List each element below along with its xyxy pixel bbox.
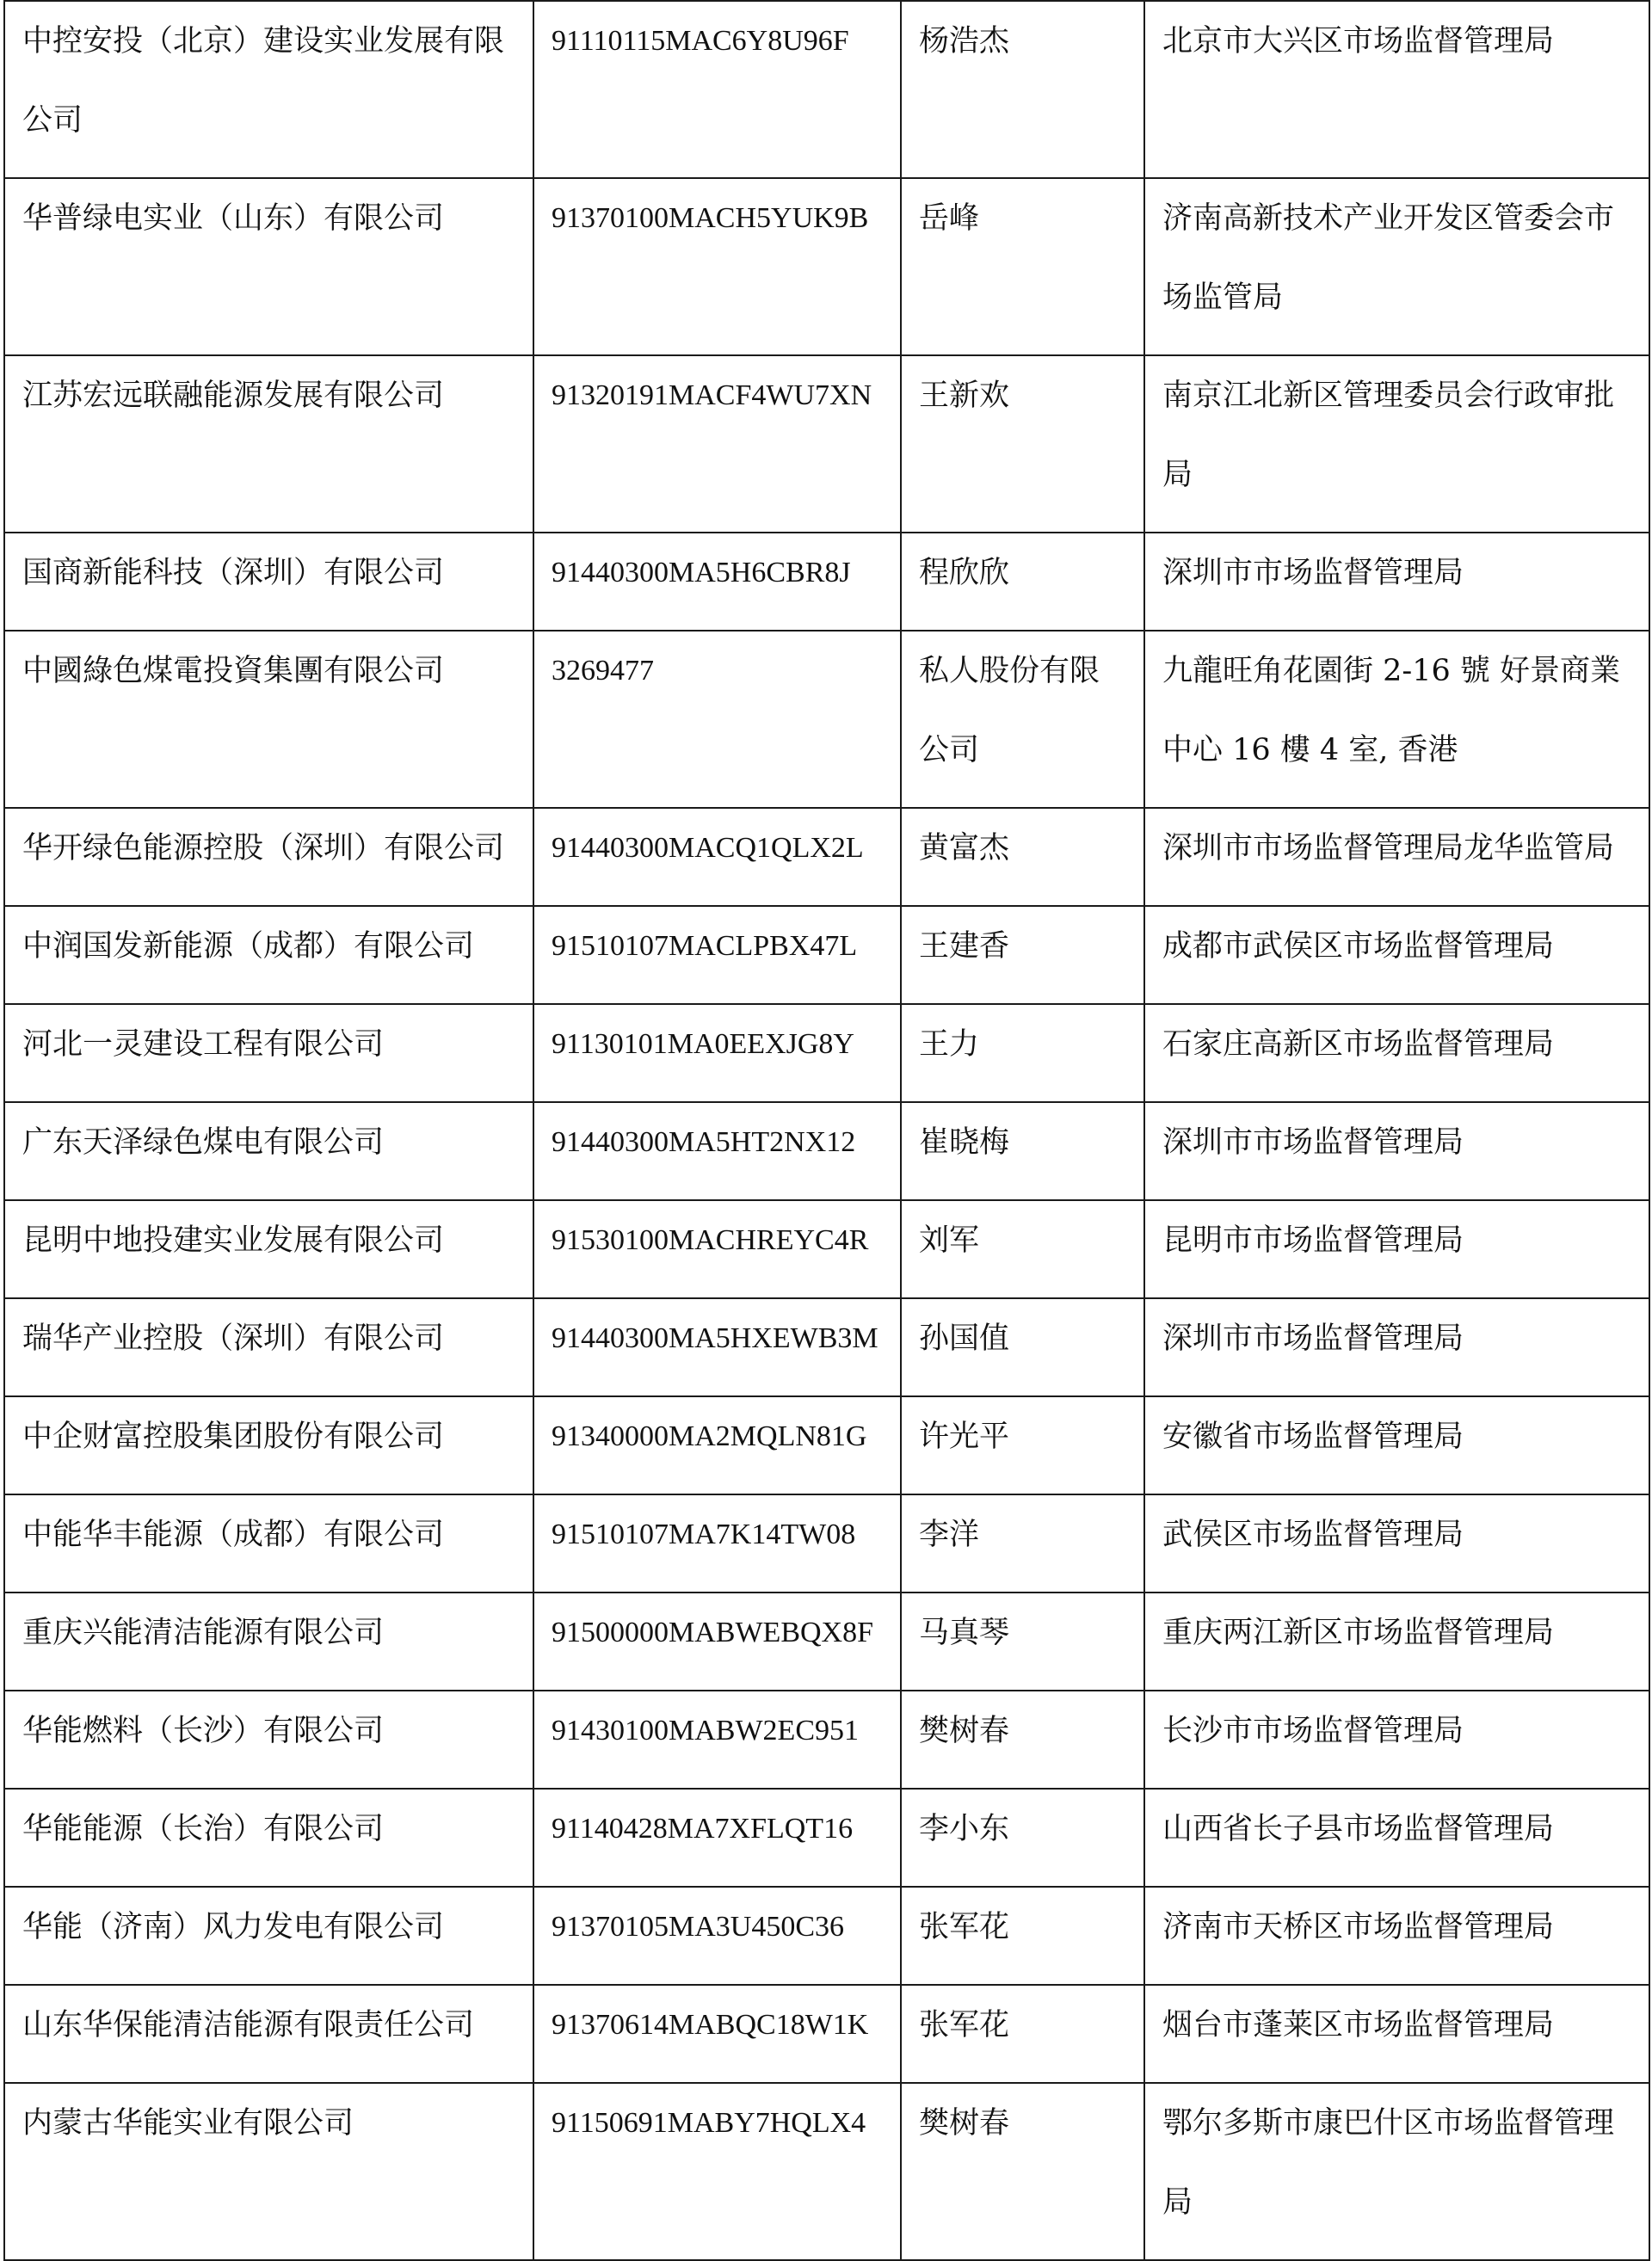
legal-representative-cell: 樊树春 <box>901 2083 1144 2260</box>
table-row <box>4 533 1649 631</box>
table-row <box>4 1593 1649 1691</box>
credit-code-cell: 91340000MA2MQLN81G <box>533 1396 901 1494</box>
legal-representative-cell: 李小东 <box>901 1789 1144 1887</box>
credit-code-cell: 91370100MACH5YUK9B <box>533 178 901 355</box>
credit-code-cell: 91440300MA5H6CBR8J <box>533 533 901 631</box>
registration-authority-cell: 济南高新技术产业开发区管委会市场监管局 <box>1144 178 1649 355</box>
registration-authority-cell: 九龍旺角花園街 2-16 號 好景商業中心 16 樓 4 室, 香港 <box>1144 631 1649 808</box>
legal-representative-cell: 张军花 <box>901 1887 1144 1985</box>
credit-code-cell: 91370105MA3U450C36 <box>533 1887 901 1985</box>
table-row <box>4 1789 1649 1887</box>
legal-representative-cell: 程欣欣 <box>901 533 1144 631</box>
registration-authority-cell: 烟台市蓬莱区市场监督管理局 <box>1144 1985 1649 2083</box>
table-row <box>4 1985 1649 2083</box>
registration-authority-cell: 成都市武侯区市场监督管理局 <box>1144 906 1649 1004</box>
legal-representative-cell: 王建香 <box>901 906 1144 1004</box>
registration-authority-cell: 济南市天桥区市场监督管理局 <box>1144 1887 1649 1985</box>
table-row <box>4 906 1649 1004</box>
company-name-cell: 广东天泽绿色煤电有限公司 <box>4 1102 533 1200</box>
credit-code-cell: 91440300MA5HXEWB3M <box>533 1298 901 1396</box>
table-row <box>4 1004 1649 1102</box>
company-name-cell: 中企财富控股集团股份有限公司 <box>4 1396 533 1494</box>
legal-representative-cell: 崔晓梅 <box>901 1102 1144 1200</box>
credit-code-cell: 91130101MA0EEXJG8Y <box>533 1004 901 1102</box>
company-name-cell: 河北一灵建设工程有限公司 <box>4 1004 533 1102</box>
table-row <box>4 1298 1649 1396</box>
registration-authority-cell: 鄂尔多斯市康巴什区市场监督管理局 <box>1144 2083 1649 2260</box>
company-registry-table <box>3 0 1650 2261</box>
legal-representative-cell: 樊树春 <box>901 1691 1144 1789</box>
registration-authority-cell: 北京市大兴区市场监督管理局 <box>1144 1 1649 178</box>
company-name-cell: 江苏宏远联融能源发展有限公司 <box>4 355 533 533</box>
company-name-cell: 华能（济南）风力发电有限公司 <box>4 1887 533 1985</box>
table-row <box>4 1200 1649 1298</box>
registration-authority-cell: 深圳市市场监督管理局龙华监管局 <box>1144 808 1649 906</box>
table-row <box>4 1102 1649 1200</box>
table-row <box>4 2083 1649 2260</box>
registration-authority-cell: 武侯区市场监督管理局 <box>1144 1494 1649 1593</box>
table-row <box>4 631 1649 808</box>
registration-authority-cell: 深圳市市场监督管理局 <box>1144 1102 1649 1200</box>
table-row <box>4 1887 1649 1985</box>
registration-authority-cell: 长沙市市场监督管理局 <box>1144 1691 1649 1789</box>
company-name-cell: 中能华丰能源（成都）有限公司 <box>4 1494 533 1593</box>
company-name-cell: 华能能源（长治）有限公司 <box>4 1789 533 1887</box>
registration-authority-cell: 深圳市市场监督管理局 <box>1144 533 1649 631</box>
legal-representative-cell: 黄富杰 <box>901 808 1144 906</box>
registration-authority-cell: 深圳市市场监督管理局 <box>1144 1298 1649 1396</box>
table-row <box>4 355 1649 533</box>
credit-code-cell: 91440300MA5HT2NX12 <box>533 1102 901 1200</box>
company-name-cell: 山东华保能清洁能源有限责任公司 <box>4 1985 533 2083</box>
legal-representative-cell: 刘军 <box>901 1200 1144 1298</box>
registration-authority-cell: 山西省长子县市场监督管理局 <box>1144 1789 1649 1887</box>
credit-code-cell: 91530100MACHREYC4R <box>533 1200 901 1298</box>
credit-code-cell: 91320191MACF4WU7XN <box>533 355 901 533</box>
registration-authority-cell: 石家庄高新区市场监督管理局 <box>1144 1004 1649 1102</box>
table-row <box>4 808 1649 906</box>
legal-representative-cell: 李洋 <box>901 1494 1144 1593</box>
credit-code-cell: 91140428MA7XFLQT16 <box>533 1789 901 1887</box>
legal-representative-cell: 马真琴 <box>901 1593 1144 1691</box>
company-name-cell: 国商新能科技（深圳）有限公司 <box>4 533 533 631</box>
table-row <box>4 1494 1649 1593</box>
legal-representative-cell: 张军花 <box>901 1985 1144 2083</box>
registration-authority-cell: 安徽省市场监督管理局 <box>1144 1396 1649 1494</box>
company-name-cell: 中國綠色煤電投資集團有限公司 <box>4 631 533 808</box>
table-row <box>4 1396 1649 1494</box>
legal-representative-cell: 私人股份有限公司 <box>901 631 1144 808</box>
credit-code-cell: 91370614MABQC18W1K <box>533 1985 901 2083</box>
credit-code-cell: 91150691MABY7HQLX4 <box>533 2083 901 2260</box>
registration-authority-cell: 昆明市市场监督管理局 <box>1144 1200 1649 1298</box>
legal-representative-cell: 王新欢 <box>901 355 1144 533</box>
table-row <box>4 1 1649 178</box>
legal-representative-cell: 许光平 <box>901 1396 1144 1494</box>
company-name-cell: 中控安投（北京）建设实业发展有限公司 <box>4 1 533 178</box>
company-name-cell: 华普绿电实业（山东）有限公司 <box>4 178 533 355</box>
company-name-cell: 瑞华产业控股（深圳）有限公司 <box>4 1298 533 1396</box>
company-name-cell: 内蒙古华能实业有限公司 <box>4 2083 533 2260</box>
credit-code-cell: 91500000MABWEBQX8F <box>533 1593 901 1691</box>
legal-representative-cell: 杨浩杰 <box>901 1 1144 178</box>
table-row <box>4 178 1649 355</box>
registration-authority-cell: 重庆两江新区市场监督管理局 <box>1144 1593 1649 1691</box>
registration-authority-cell: 南京江北新区管理委员会行政审批局 <box>1144 355 1649 533</box>
credit-code-cell: 91110115MAC6Y8U96F <box>533 1 901 178</box>
table-row <box>4 1691 1649 1789</box>
company-name-cell: 华开绿色能源控股（深圳）有限公司 <box>4 808 533 906</box>
credit-code-cell: 91440300MACQ1QLX2L <box>533 808 901 906</box>
company-name-cell: 中润国发新能源（成都）有限公司 <box>4 906 533 1004</box>
credit-code-cell: 91510107MA7K14TW08 <box>533 1494 901 1593</box>
company-name-cell: 重庆兴能清洁能源有限公司 <box>4 1593 533 1691</box>
company-name-cell: 昆明中地投建实业发展有限公司 <box>4 1200 533 1298</box>
legal-representative-cell: 孙国值 <box>901 1298 1144 1396</box>
credit-code-cell: 91430100MABW2EC951 <box>533 1691 901 1789</box>
credit-code-cell: 3269477 <box>533 631 901 808</box>
legal-representative-cell: 岳峰 <box>901 178 1144 355</box>
legal-representative-cell: 王力 <box>901 1004 1144 1102</box>
company-name-cell: 华能燃料（长沙）有限公司 <box>4 1691 533 1789</box>
credit-code-cell: 91510107MACLPBX47L <box>533 906 901 1004</box>
